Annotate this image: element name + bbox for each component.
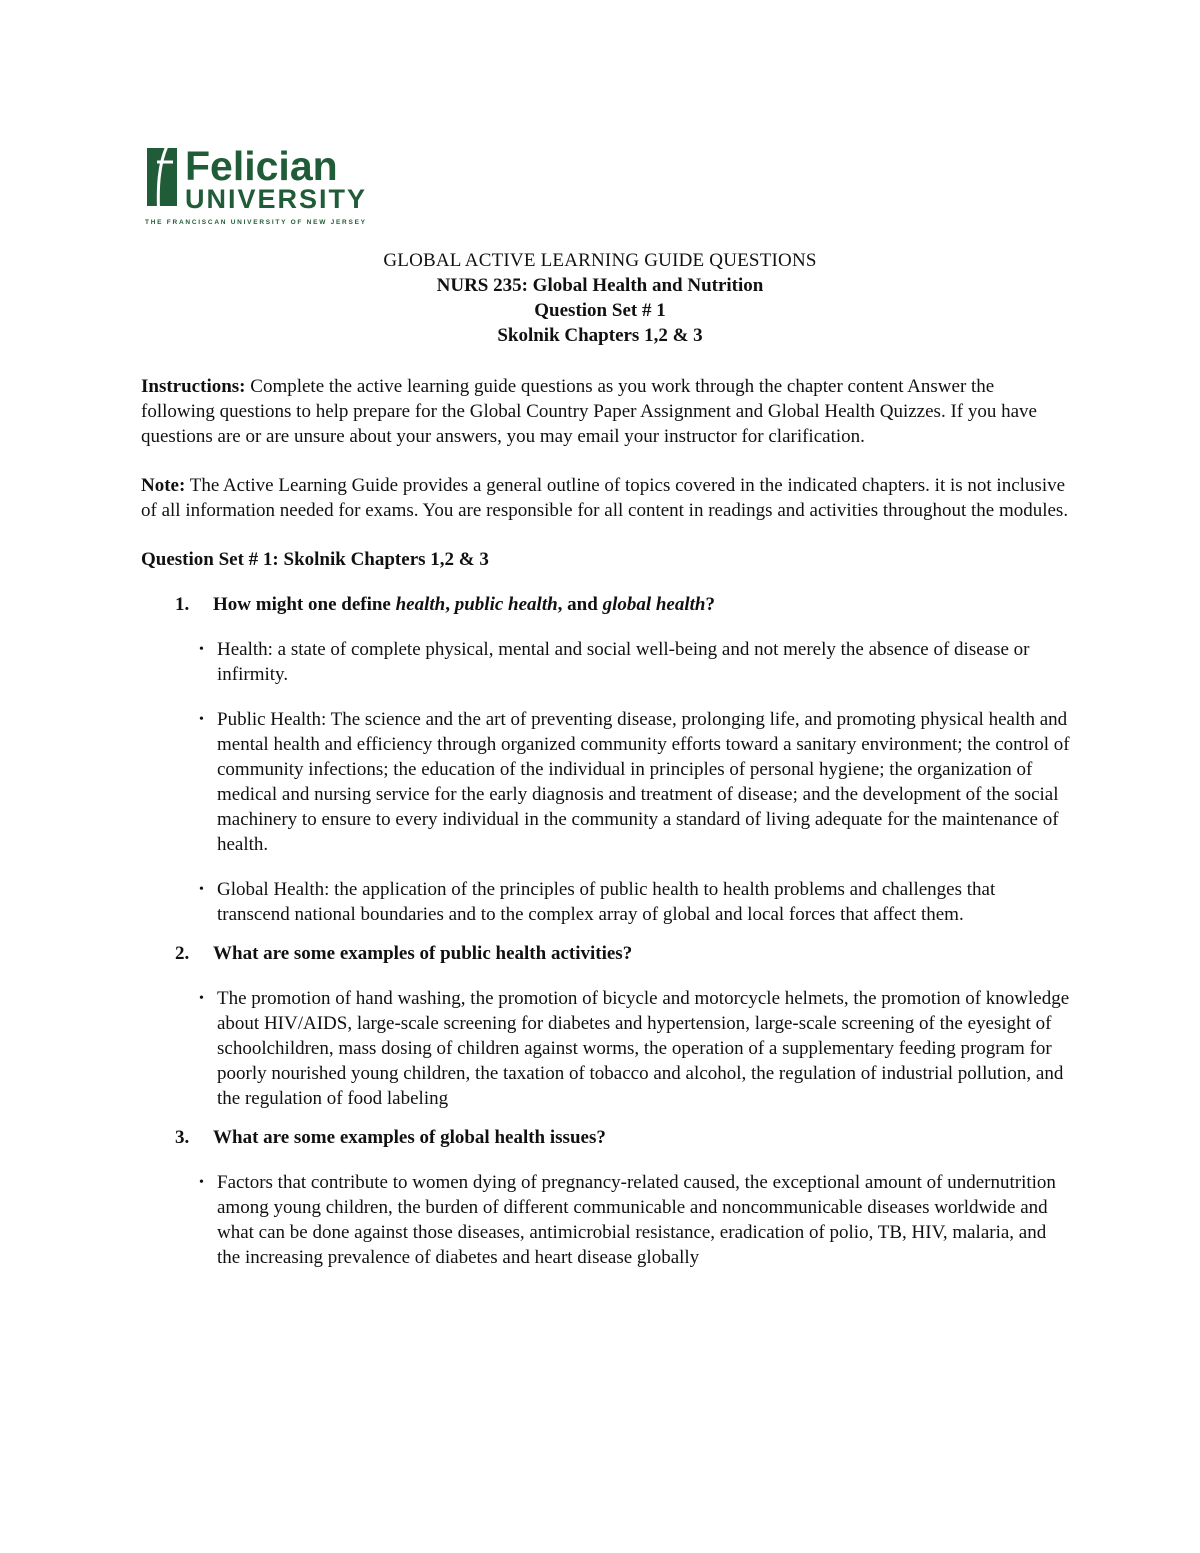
- logo-subtitle: UNIVERSITY: [185, 184, 365, 214]
- bullet-icon: •: [199, 882, 204, 897]
- note-label: Note:: [141, 475, 186, 496]
- logo-tagline: THE FRANCISCAN UNIVERSITY OF NEW JERSEY: [145, 219, 366, 226]
- document-title: GLOBAL ACTIVE LEARNING GUIDE QUESTIONS: [383, 250, 817, 271]
- question-number: 1.: [175, 594, 190, 615]
- question-text: How might one define health, public health, and global health?: [213, 594, 715, 615]
- question-set-heading: Question Set # 1: Skolnik Chapters 1,2 & 3: [141, 549, 489, 570]
- document-header: [0, 248, 1200, 348]
- list-item: [199, 1170, 1071, 1270]
- list-item: [199, 986, 1071, 1111]
- answer-text: Factors that contribute to women dying of pregnancy-related caused, the exceptional amount of undernutrition among young children, the burden of different communicable and noncommunicable diseases worldwide and what can be done against those diseases, antimicrobial resistance, eradication of polio, TB, HIV, malaria, and the increasing prevalence of diabetes and heart disease globally: [217, 1172, 1056, 1268]
- logo-name: Felician: [185, 143, 338, 189]
- question-set-title: Question Set # 1: [534, 300, 666, 321]
- course-title: NURS 235: Global Health and Nutrition: [436, 275, 764, 296]
- bullet-icon: •: [199, 642, 204, 657]
- question-3: [175, 1125, 1071, 1150]
- university-logo: [145, 142, 367, 228]
- question-text: What are some examples of public health activities?: [213, 943, 633, 964]
- instructions-paragraph: [141, 374, 1071, 449]
- list-item: [199, 707, 1071, 857]
- question-number: 2.: [175, 943, 190, 964]
- bullet-icon: •: [199, 712, 204, 727]
- bullet-icon: •: [199, 991, 204, 1006]
- answer-text: Health: a state of complete physical, mental and social well-being and not merely the absence of disease or infirmity.: [217, 639, 1030, 685]
- list-item: [199, 637, 1071, 687]
- question-number: 3.: [175, 1127, 190, 1148]
- bullet-icon: •: [199, 1175, 204, 1190]
- answer-text: Global Health: the application of the principles of public health to health problems and challenges that transcend national boundaries and to the complex array of global and local forces that affect them.: [217, 879, 996, 925]
- note-text: The Active Learning Guide provides a general outline of topics covered in the indicated chapters. it is not inclusive of all information needed for exams. You are responsible for all content in readings and activities throughout the modules.: [141, 475, 1069, 521]
- instructions-text: Complete the active learning guide questions as you work through the chapter content Answer the following questions to help prepare for the Global Country Paper Assignment and Global Health Quizzes. If you have questions are or are unsure about your answers, you may email your instructor for clarification.: [141, 376, 1037, 447]
- question-text: What are some examples of global health issues?: [213, 1127, 606, 1148]
- chapters-title: Skolnik Chapters 1,2 & 3: [497, 325, 703, 346]
- instructions-label: Instructions:: [141, 376, 246, 397]
- question-2: [175, 941, 1071, 966]
- list-item: [199, 877, 1071, 927]
- answer-text: Public Health: The science and the art of preventing disease, prolonging life, and promoting physical health and mental health and efficiency through organized community efforts toward a sanitary environment; the control of community infections; the education of the individual in principles of personal hygiene; the organization of medical and nursing service for the early diagnosis and treatment of disease; and the development of the social machinery to ensure to every individual in the community a standard of living adequate for the maintenance of health.: [217, 709, 1070, 855]
- note-paragraph: [141, 473, 1071, 523]
- question-1: [175, 592, 1071, 617]
- answer-text: The promotion of hand washing, the promotion of bicycle and motorcycle helmets, the promotion of knowledge about HIV/AIDS, large-scale screening for diabetes and hypertension, large-scale screening of the eyesight of schoolchildren, mass dosing of children against worms, the operation of a supplementary feeding program for poorly nourished young children, the taxation of tobacco and alcohol, the regulation of industrial pollution, and the regulation of food labeling: [217, 988, 1070, 1109]
- document-body: [141, 374, 1071, 1270]
